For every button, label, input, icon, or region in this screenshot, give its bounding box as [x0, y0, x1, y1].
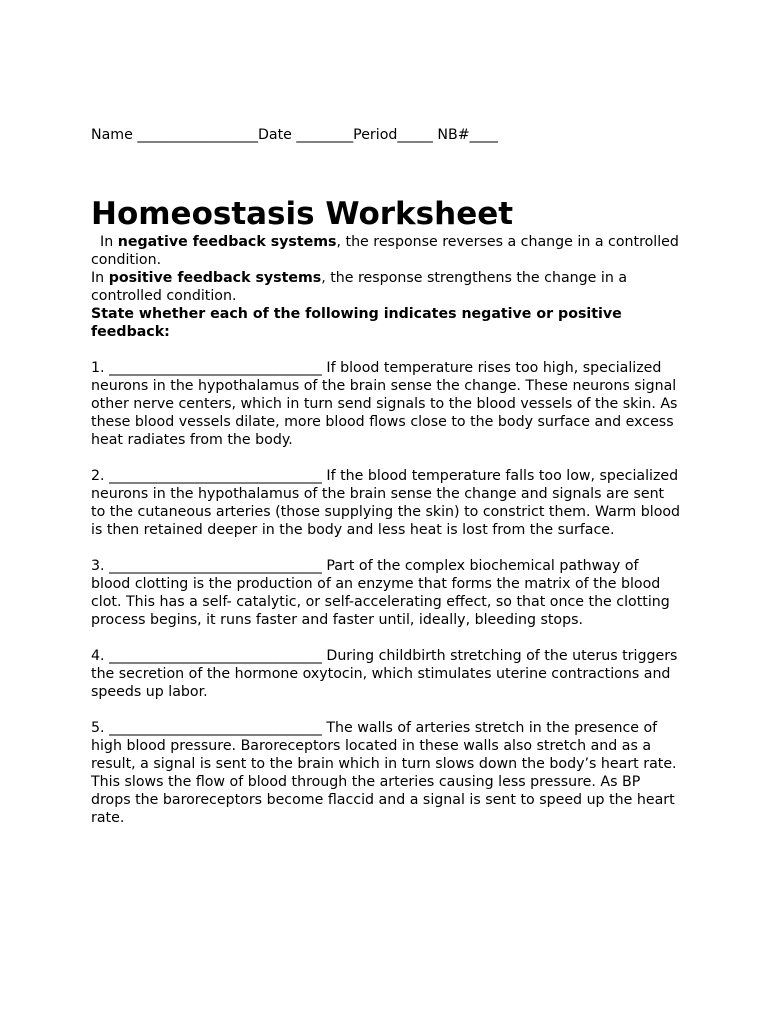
nb-label: NB# — [437, 127, 470, 143]
question-number: 4. — [91, 648, 105, 664]
question-text: During childbirth stretching of the uterus triggers the secretion of the hormone oxytocin, which stimulates uterine contractions and speeds up labor. — [91, 648, 678, 700]
answer-blank[interactable]: ______________________________ — [109, 558, 322, 574]
positive-feedback-definition — [91, 269, 681, 305]
date-blank: ________ — [296, 127, 354, 143]
negative-suffix: , the response reverses a change in a controlled condition. — [91, 234, 679, 268]
negative-feedback-definition — [91, 233, 681, 269]
question-list — [91, 359, 681, 827]
worksheet-page — [91, 126, 681, 827]
question-text: Part of the complex biochemical pathway of blood clotting is the production of an enzyme that forms the matrix of the blood clot. This has a self- catalytic, or self-accelerating effect, so that once the clotting process begins, it runs faster and faster until, ideally, bleeding stops. — [91, 558, 670, 628]
positive-term: positive feedback systems — [108, 270, 322, 286]
question-text: If blood temperature rises too high, specialized neurons in the hypothalamus of the brain sense the change. These neurons signal other nerve centers, which in turn send signals to the blood vessels of the skin. As these blood vessels dilate, more blood flows close to the body surface and excess heat radiates from the body. — [91, 360, 678, 448]
question-item — [91, 557, 681, 629]
answer-blank[interactable]: ______________________________ — [109, 360, 322, 376]
question-number: 2. — [91, 468, 105, 484]
period-label: Period — [353, 127, 398, 143]
question-text: The walls of arteries stretch in the presence of high blood pressure. Baroreceptors located in these walls also stretch and as a result, a signal is sent to the brain which in turn slows down the body’s heart rate. This slows the flow of blood through the arteries causing less pressure. As BP drops the baroreceptors become flaccid and a signal is sent to speed up the heart rate. — [91, 720, 677, 826]
positive-suffix: , the response strengthens the change in a controlled condition. — [91, 270, 628, 304]
answer-blank[interactable]: ______________________________ — [109, 648, 322, 664]
date-label: Date — [257, 127, 292, 143]
question-item — [91, 467, 681, 539]
question-number: 3. — [91, 558, 105, 574]
question-text: If the blood temperature falls too low, specialized neurons in the hypothalamus of the brain sense the change and signals are sent to the cutaneous arteries (those supplying the skin) to constrict them. Warm blood is then retained deeper in the body and less heat is lost from the surface. — [91, 468, 681, 538]
question-item — [91, 359, 681, 449]
nb-blank: ____ — [469, 127, 498, 143]
positive-prefix: In — [91, 270, 109, 286]
question-number: 5. — [91, 720, 105, 736]
answer-blank[interactable]: ______________________________ — [109, 720, 322, 736]
negative-prefix: In — [100, 234, 118, 250]
page-title: Homeostasis Worksheet — [91, 196, 514, 232]
student-info-line — [91, 126, 681, 144]
negative-term: negative feedback systems — [117, 234, 337, 250]
question-item — [91, 647, 681, 701]
answer-blank[interactable]: ______________________________ — [109, 468, 322, 484]
name-blank: _________________ — [137, 127, 258, 143]
instruction-text: State whether each of the following indicates negative or positive feedback: — [91, 306, 622, 340]
question-number: 1. — [91, 360, 105, 376]
name-label: Name — [91, 127, 133, 143]
period-blank: _____ — [397, 127, 433, 143]
intro-definitions — [91, 233, 681, 305]
question-item — [91, 719, 681, 827]
